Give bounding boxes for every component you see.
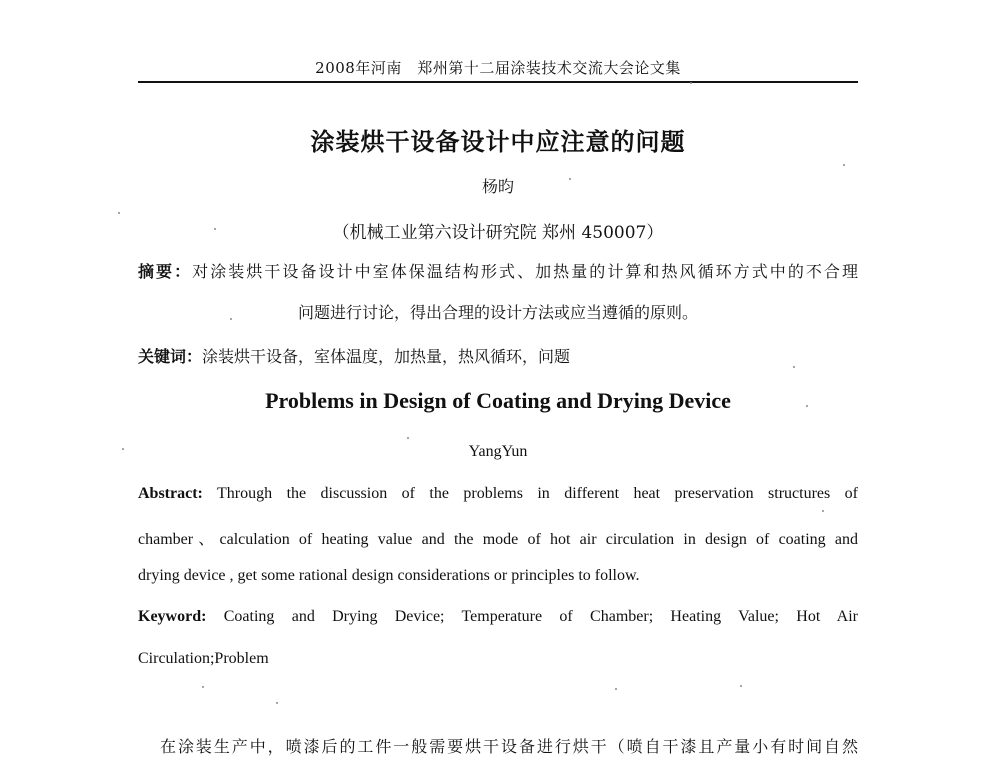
scan-speck [214,228,216,230]
scan-speck [118,212,120,214]
scan-speck [822,510,824,512]
scan-speck [806,405,808,407]
keywords-en-label: Keyword: [138,608,207,625]
author-en: YangYun [468,443,528,460]
scan-speck [230,318,232,320]
abstract-en-line-1 [138,485,858,503]
keywords-en-line-1 [138,608,858,626]
keywords-en-text-1: Coating and Drying Device; Temperature of Chamber; Heating Value; Hot Air [223,608,859,625]
abstract-en-text-1: Through the discussion of the problems in different heat preservation structures of [217,485,859,502]
paper-title-cn: 涂装烘干设备设计中应注意的问题 [310,127,686,156]
scan-speck [690,82,692,84]
abstract-en-label: Abstract: [138,485,203,502]
abstract-en-line-3: drying device , get some rational design considerations or principles to follow. [138,567,640,584]
proceedings-header: 2008年河南 郑州第十二届涂装技术交流大会论文集 [315,59,681,77]
abstract-cn-line-1 [138,259,858,282]
keywords-cn-label: 关键词： [138,347,203,366]
scan-speck [407,437,409,439]
paper-title-en: Problems in Design of Coating and Drying Device [265,388,731,413]
scan-speck [202,686,204,688]
abstract-cn-line-2: 问题进行讨论，得出合理的设计方法或应当遵循的原则。 [297,303,698,322]
body-paragraph-cn: 在涂装生产中，喷漆后的工件一般需要烘干设备进行烘干（喷自干漆且产量小有时间自然 [160,737,858,756]
scan-speck [569,178,571,180]
abstract-cn-label: 摘要： [138,262,193,281]
scan-speck [843,164,845,166]
scan-speck [122,448,124,450]
keywords-cn [138,344,858,367]
keywords-cn-text: 涂装烘干设备，室体温度，加热量，热风循环，问题 [202,347,571,366]
header-rule [138,81,858,83]
keywords-en-line-2: Circulation;Problem [138,650,269,667]
author-cn: 杨昀 [481,177,514,196]
scan-speck [793,366,795,368]
affiliation-cn: （机械工业第六设计研究院 郑州 450007） [332,223,664,243]
scan-speck [276,702,278,704]
scan-speck [615,688,617,690]
scan-speck [740,685,742,687]
abstract-cn-text-1: 对涂装烘干设备设计中室体保温结构形式、加热量的计算和热风循环方式中的不合理 [192,262,858,281]
abstract-en-line-2: chamber、calculation of heating value and the mode of hot air circulation in design of coating and [138,531,858,548]
